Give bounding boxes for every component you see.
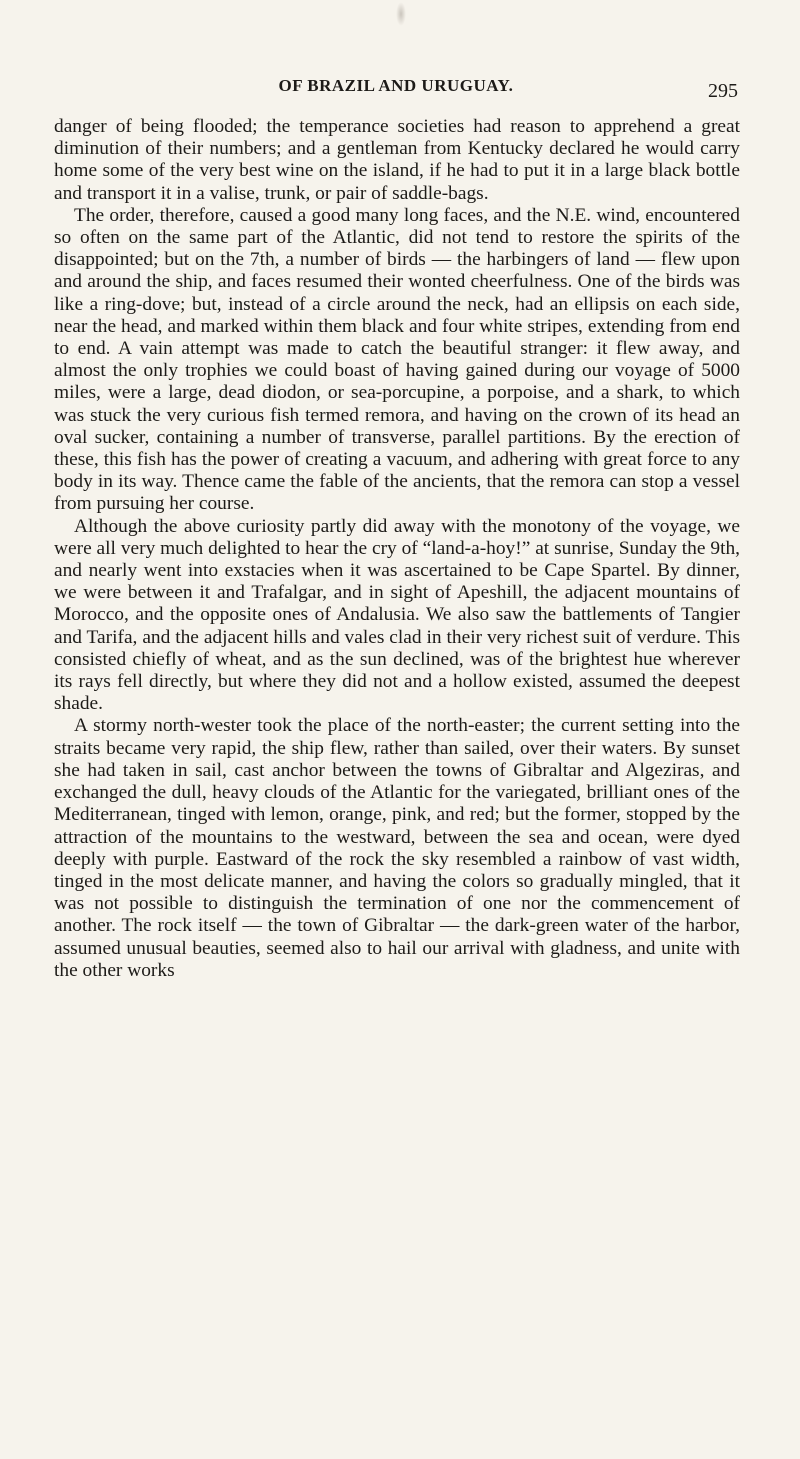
paragraph: Although the above curiosity partly did away with the monotony of the voyage, we were all very much delighted to hear the cry of “land-a-hoy!” at sunrise, Sunday the 9th, and nearly went into exstacies when it was ascertained to be Cape Spartel. By dinner, we were between it and Trafalgar, and in sight of Apeshill, the adjacent mountains of Morocco, and the opposite ones of Andalusia. We also saw the battlements of Tangier and Tarifa, and the adjacent hills and vales clad in their very richest suit of verdure. This consisted chiefly of wheat, and as the sun declined, was of the brightest hue wherever its rays fell directly, but where they did not and a hollow existed, assumed the deepest shade. [54, 515, 740, 715]
page-number: 295 [708, 80, 738, 102]
body-text [54, 116, 740, 982]
paragraph: danger of being flooded; the temperance societies had reason to apprehend a great diminution of their numbers; and a gentleman from Kentucky declared he would carry home some of the very best wine on the island, if he had to put it in a large black bottle and transport it in a valise, trunk, or pair of saddle-bags. [54, 116, 740, 204]
paper-blemish [396, 2, 406, 26]
page-header [54, 76, 738, 106]
running-head: OF BRAZIL AND URUGUAY. [278, 76, 514, 95]
paragraph: A stormy north-wester took the place of the north-easter; the current setting into the straits became very rapid, the ship flew, rather than sailed, over their waters. By sunset she had taken in sail, cast anchor between the towns of Gibraltar and Algeziras, and exchanged the dull, heavy clouds of the Atlantic for the variegated, brilliant ones of the Mediterranean, tinged with lemon, orange, pink, and red; but the former, stopped by the attraction of the mountains to the westward, between the sea and ocean, were dyed deeply with purple. Eastward of the rock the sky resembled a rainbow of vast width, tinged in the most delicate manner, and having the colors so gradually mingled, that it was not possible to distinguish the termination of one nor the commencement of another. The rock itself — the town of Gibraltar — the dark-green water of the harbor, assumed unusual beauties, seemed also to hail our arrival with gladness, and unite with the other works [54, 715, 740, 981]
paragraph: The order, therefore, caused a good many long faces, and the N.E. wind, encountered so often on the same part of the Atlantic, did not tend to restore the spirits of the disappointed; but on the 7th, a number of birds — the harbingers of land — flew upon and around the ship, and faces resumed their wonted cheerfulness. One of the birds was like a ring-dove; but, instead of a circle around the neck, had an ellipsis on each side, near the head, and marked within them black and four white stripes, extending from end to end. A vain attempt was made to catch the beautiful stranger: it flew away, and almost the only trophies we could boast of having gained during our voyage of 5000 miles, were a large, dead diodon, or sea-porcupine, a porpoise, and a shark, to which was stuck the very curious fish termed remora, and having on the crown of its head an oval sucker, containing a number of transverse, parallel partitions. By the erection of these, this fish has the power of creating a vacuum, and adhering with great force to any body in its way. Thence came the fable of the ancients, that the remora can stop a vessel from pursuing her course. [54, 204, 740, 515]
